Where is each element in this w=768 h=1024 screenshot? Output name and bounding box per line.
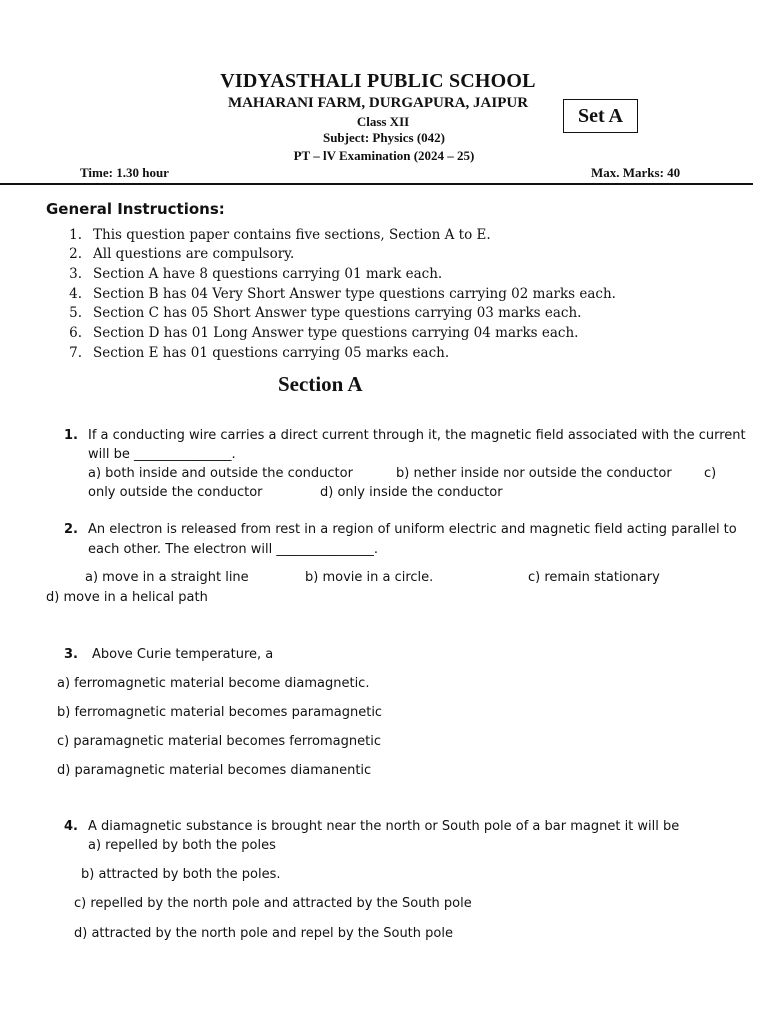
exam-label: PT – lV Examination (2024 – 25) (293, 148, 475, 163)
subject-label: Subject: Physics (042) (322, 130, 446, 145)
question-text: Above Curie temperature, a (92, 647, 274, 662)
option-c: only outside the conductor (88, 485, 263, 500)
instruction-number: 2. (69, 246, 82, 262)
instruction-text: Section A have 8 questions carrying 01 mark each. (93, 266, 443, 282)
instruction-number: 5. (69, 305, 82, 321)
instructions-heading: General Instructions: (46, 200, 225, 218)
question-number: 3. (64, 647, 78, 662)
instruction-text: This question paper contains five sections, Section A to E. (93, 227, 491, 243)
question-number: 2. (64, 522, 78, 537)
instruction-number: 4. (69, 286, 82, 302)
question-number: 1. (64, 428, 78, 443)
question-text: If a conducting wire carries a direct current through it, the magnetic field associated with the current (88, 428, 746, 443)
instruction-text: Section D has 01 Long Answer type questions carrying 04 marks each. (93, 325, 579, 341)
option-d: d) attracted by the north pole and repel by the South pole (74, 926, 453, 941)
question-number: 4. (64, 819, 78, 834)
option-a: a) move in a straight line (85, 570, 249, 585)
class-label: Class XII (356, 114, 410, 129)
instruction-text: Section B has 04 Very Short Answer type questions carrying 02 marks each. (93, 286, 616, 302)
school-address: MAHARANI FARM, DURGAPURA, JAIPUR (227, 95, 529, 111)
option-a: a) both inside and outside the conductor (88, 466, 353, 481)
time-label: Time: 1.30 hour (80, 165, 169, 180)
instruction-number: 7. (69, 345, 82, 361)
option-b: b) ferromagnetic material becomes paramagnetic (57, 705, 383, 720)
option-c: c) repelled by the north pole and attracted by the South pole (74, 896, 472, 911)
question-text: will be _______________. (88, 447, 236, 462)
instruction-text: All questions are compulsory. (93, 246, 295, 262)
question-text: An electron is released from rest in a region of uniform electric and magnetic field acting parallel to (88, 522, 737, 537)
set-badge: Set A (563, 99, 638, 133)
instruction-number: 1. (69, 227, 82, 243)
option-a: a) repelled by both the poles (88, 838, 276, 853)
instruction-number: 3. (69, 266, 82, 282)
section-title: Section A (278, 372, 363, 396)
option-b: b) movie in a circle. (305, 570, 434, 585)
question-text: each other. The electron will _______________. (88, 542, 378, 557)
instruction-number: 6. (69, 325, 82, 341)
option-c-prefix: c) (704, 466, 717, 481)
option-d: d) paramagnetic material becomes diamanentic (57, 763, 372, 778)
question-text: A diamagnetic substance is brought near the north or South pole of a bar magnet it will be (88, 819, 680, 834)
instruction-text: Section E has 01 questions carrying 05 marks each. (93, 345, 450, 361)
max-marks-label: Max. Marks: 40 (591, 165, 681, 180)
option-a: a) ferromagnetic material become diamagnetic. (57, 676, 370, 691)
instruction-text: Section C has 05 Short Answer type questions carrying 03 marks each. (93, 305, 582, 321)
school-name: VIDYASTHALI PUBLIC SCHOOL (220, 70, 536, 92)
option-c: c) remain stationary (528, 570, 660, 585)
option-b: b) nether inside nor outside the conductor (396, 466, 672, 481)
header-divider (0, 183, 753, 185)
option-c: c) paramagnetic material becomes ferromagnetic (57, 734, 381, 749)
option-d: d) move in a helical path (46, 590, 208, 605)
option-d: d) only inside the conductor (320, 485, 503, 500)
option-b: b) attracted by both the poles. (81, 867, 281, 882)
